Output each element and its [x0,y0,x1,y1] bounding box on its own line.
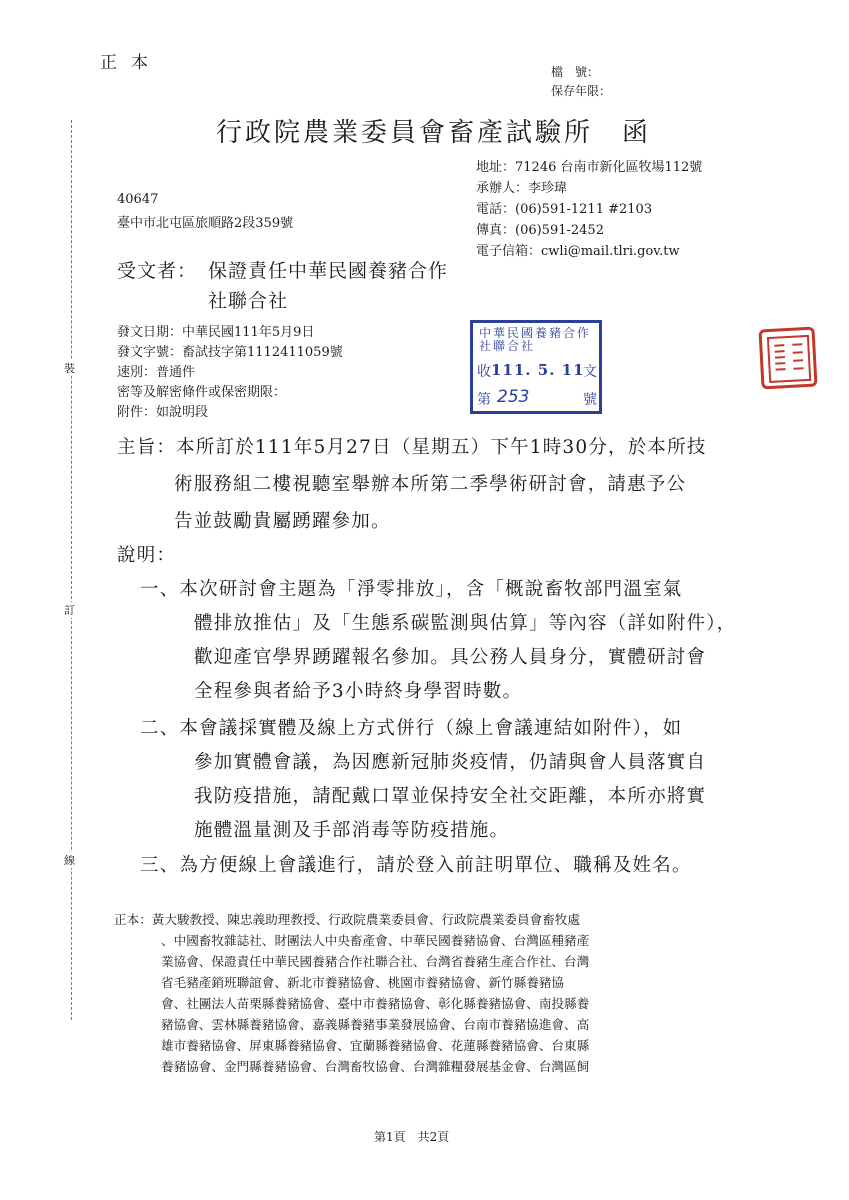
cc-line-3: 業協會、保證責任中華民國養豬合作社聯合社、台灣省養豬生產合作社、台灣 [161,954,590,969]
stamp-recv-char: 收 [477,364,491,380]
stamp-hao-char: 號 [583,392,597,408]
item-1-line-3: 歡迎產官學界踴躍報名參加。具公務人員身分，實體研討會 [194,647,707,668]
sender-address: 地址：71246 台南市新化區牧場112號 [476,160,703,175]
explain-label: 說明： [117,545,177,566]
cc-line-5: 會、社團法人苗栗縣養豬協會、臺中市養豬協會、彰化縣養豬協會、南投縣養 [161,996,590,1011]
seal-icon [766,334,812,384]
cc-line-4: 省毛豬產銷班聯誼會、新北市養豬協會、桃園市養豬協會、新竹縣養豬協 [161,975,564,990]
item-2-line-4: 施體溫量測及手部消毒等防疫措施。 [194,820,510,841]
retention-period-label: 保存年限： [551,84,612,98]
stamp-date: 111. 5. 11 [491,361,585,379]
attachment-note: 附件：如說明段 [117,405,209,420]
item-2-line-1: 二、本會議採實體及線上方式併行（線上會議連結如附件），如 [140,718,683,739]
cc-line-8: 養豬協會、金門縣養豬協會、台灣畜牧協會、台灣雜糧發展基金會、台灣區飼 [161,1059,590,1074]
stamp-org: 中華民國養豬合作社聯合社 [479,326,592,353]
red-seal [758,327,817,390]
binding-char-2: 訂 [64,604,75,617]
phone-number: 電話：(06)591-1211 #2103 [476,202,653,217]
copy-mark: 正本 [100,53,162,73]
binding-char-3: 線 [64,854,75,867]
recipient-name-line1: 保證責任中華民國養豬合作 [208,260,449,282]
speed-class: 速別：普通件 [117,365,196,380]
archive-number-label: 檔 號： [551,65,600,79]
document-number: 發文字號：畜試技字第1112411059號 [117,345,343,360]
page-number: 第1頁 共2頁 [374,1130,450,1144]
recipient-address: 臺中市北屯區旅順路2段359號 [117,216,294,231]
document-title: 行政院農業委員會畜產試驗所 函 [216,118,652,148]
cc-line-2: 、中國畜牧雜誌社、財團法人中央畜產會、中華民國養豬協會、台灣區種豬產 [161,933,590,948]
security-class: 密等及解密條件或保密期限： [117,385,287,400]
cc-line-7: 雄市養豬協會、屏東縣養豬協會、宜蘭縣養豬協會、花蓮縣養豬協會、台東縣 [161,1038,590,1053]
received-stamp [470,320,602,414]
recipient-name-line2: 社聯合社 [208,290,289,312]
cc-line-1: 正本：黃大駿教授、陳忠義助理教授、行政院農業委員會、行政院農業委員會畜牧處 [114,912,580,927]
subject-line-3: 告並鼓勵貴屬踴躍參加。 [174,511,391,532]
subject-line-2: 術服務組二樓視聽室舉辦本所第二季學術研討會，請惠予公 [174,474,687,495]
officer-name: 承辦人：李珍瑋 [476,181,568,196]
recipient-zip: 40647 [117,192,159,207]
stamp-di-char: 第 [477,392,491,408]
item-1-line-2: 體排放推估」及「生態系碳監測與估算」等內容（詳如附件）， [194,613,737,634]
email-address: 電子信箱：cwli@mail.tlri.gov.tw [476,244,680,259]
subject-line-1: 主旨：本所訂於111年5月27日（星期五）下午1時30分，於本所技 [117,437,707,458]
binding-line [71,120,72,1020]
item-3-line-1: 三、為方便線上會議進行，請於登入前註明單位、職稱及姓名。 [140,855,692,876]
binding-char-1: 裝 [64,362,75,375]
recipient-label: 受文者： [117,260,198,282]
item-1-line-4: 全程參與者給予3小時終身學習時數。 [194,681,523,702]
item-2-line-2: 參加實體會議，為因應新冠肺炎疫情，仍請與會人員落實自 [194,752,707,773]
stamp-doc-char: 文 [583,364,597,380]
stamp-number: 253 [497,387,530,407]
cc-line-6: 豬協會、雲林縣養豬協會、嘉義縣養豬事業發展協會、台南市養豬協進會、高 [161,1017,590,1032]
item-1-line-1: 一、本次研討會主題為「淨零排放」，含「概說畜牧部門溫室氣 [140,579,683,600]
item-2-line-3: 我防疫措施，請配戴口罩並保持安全社交距離，本所亦將實 [194,786,707,807]
fax-number: 傳真：(06)591-2452 [476,223,604,238]
issue-date: 發文日期：中華民國111年5月9日 [117,325,315,340]
